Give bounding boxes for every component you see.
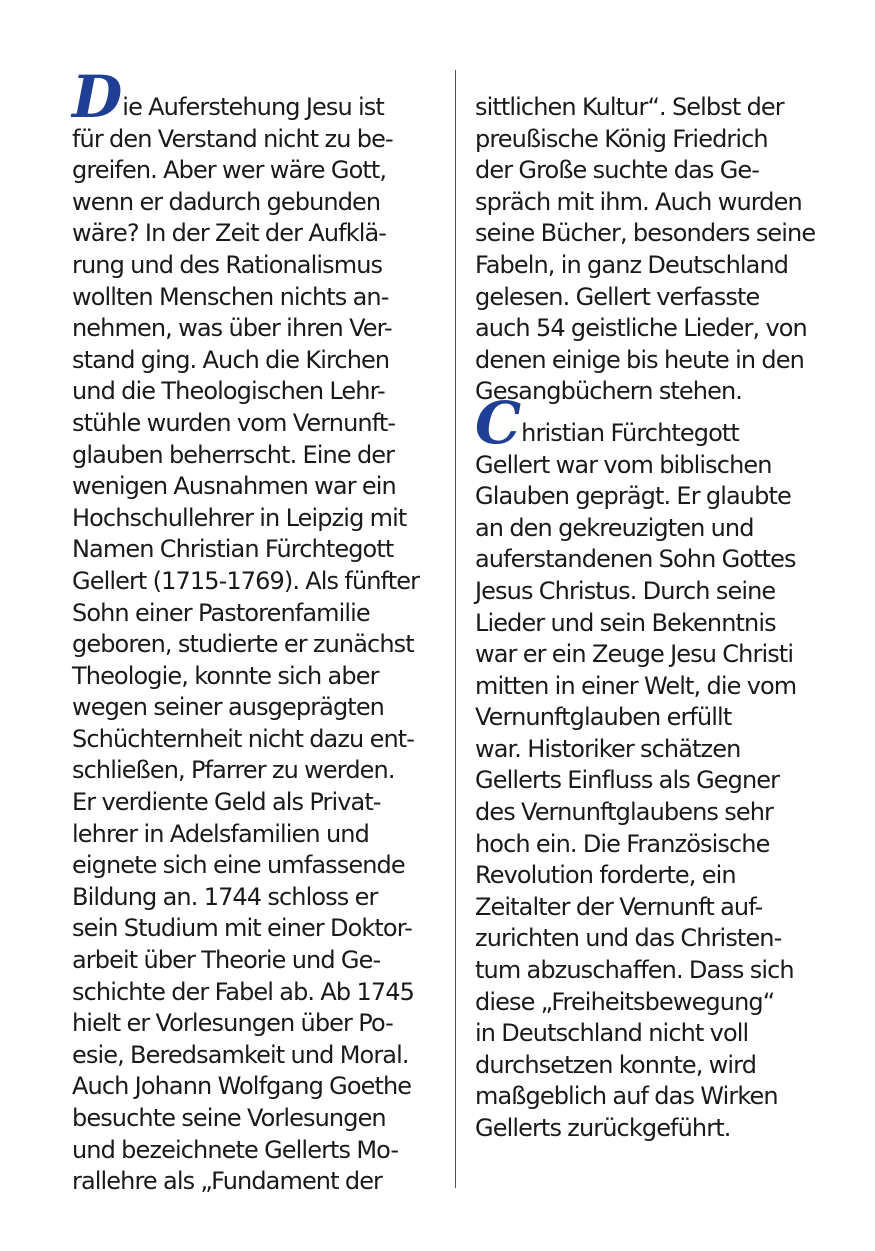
text-line [72, 1103, 444, 1135]
text-line [475, 671, 847, 703]
text-line [475, 481, 847, 513]
line-text: stühle wurden vom Vernunft- [72, 408, 396, 437]
text-line [475, 892, 847, 924]
text-line [72, 882, 444, 914]
text-line [72, 155, 444, 187]
text-line [72, 503, 444, 535]
text-line [475, 218, 847, 250]
text-line [72, 1135, 444, 1167]
line-text: an den gekreuzigten und [475, 513, 754, 542]
line-text: war er ein Zeuge Jesu Christi [475, 640, 794, 669]
line-text: wegen seiner ausgeprägten [72, 693, 384, 722]
line-text: greifen. Aber wer wäre Gott, [72, 156, 387, 185]
line-text: hristian Fürchtegott [521, 418, 739, 447]
text-line [72, 724, 444, 756]
text-line [475, 923, 847, 955]
line-text: besuchte seine Vorlesungen [72, 1104, 386, 1132]
text-line [475, 1081, 847, 1113]
line-text: Jesus Christus. Durch seine [475, 576, 776, 605]
text-line [475, 92, 847, 124]
text-line [475, 155, 847, 187]
text-line [475, 1113, 847, 1145]
text-line [72, 787, 444, 819]
drop-cap-initial: C [475, 388, 522, 457]
line-text: Schüchternheit nicht dazu ent- [72, 724, 415, 753]
line-text: rallehre als „Fundament der [72, 1167, 383, 1196]
text-line [475, 450, 847, 482]
text-line [72, 913, 444, 945]
line-text: glauben beherrscht. Eine der [72, 440, 395, 469]
line-text: Sohn einer Pastorenfamilie [72, 598, 370, 627]
text-line [72, 63, 444, 131]
line-text: Gellerts Einfluss als Gegner [475, 766, 780, 795]
line-text: mitten in einer Welt, die vom [475, 671, 797, 700]
text-line [475, 313, 847, 345]
text-line [475, 1018, 847, 1050]
text-line [475, 797, 847, 829]
line-text: preußische König Friedrich [475, 124, 768, 153]
text-line [475, 734, 847, 766]
text-line [475, 345, 847, 377]
text-line [72, 598, 444, 630]
line-text: stand ging. Auch die Kirchen [72, 345, 390, 374]
text-line [72, 1008, 444, 1040]
line-text: Hochschullehrer in Leipzig mit [72, 503, 407, 532]
line-text: Glauben geprägt. Er glaubte [475, 482, 791, 511]
drop-cap-initial: D [72, 63, 123, 131]
text-line [475, 513, 847, 545]
line-text: Bildung an. 1744 schloss er [72, 882, 378, 911]
text-line [72, 566, 444, 598]
text-line [475, 187, 847, 219]
line-text: Gellert war vom biblischen [475, 450, 772, 479]
line-text: schichte der Fabel ab. Ab 1745 [72, 977, 414, 1006]
text-line [475, 576, 847, 608]
line-text: war. Historiker schätzen [475, 734, 741, 763]
line-text: wenigen Ausnahmen war ein [72, 472, 396, 501]
line-text: zurichten und das Christen- [475, 924, 782, 953]
line-text: eignete sich eine umfassende [72, 851, 405, 880]
text-line [72, 692, 444, 724]
line-text: spräch mit ihm. Auch wurden [475, 187, 802, 216]
text-line [72, 471, 444, 503]
text-line [475, 282, 847, 314]
text-line [72, 313, 444, 345]
right-column [475, 92, 847, 1145]
text-line [72, 282, 444, 314]
line-text: Er verdiente Geld als Privat- [72, 788, 381, 817]
text-line [72, 850, 444, 882]
line-text: des Vernunftglaubens sehr [475, 798, 773, 827]
line-text: für den Verstand nicht zu be- [72, 124, 393, 153]
line-text: maßgeblich auf das Wirken [475, 1082, 778, 1111]
text-line [475, 1050, 847, 1082]
text-line [475, 639, 847, 671]
line-text: der Große suchte das Ge- [475, 156, 760, 185]
line-text: nehmen, was über ihren Ver- [72, 314, 392, 343]
text-line [475, 702, 847, 734]
text-line [72, 819, 444, 851]
text-line [72, 408, 444, 440]
line-text: tum abzuschaffen. Dass sich [475, 956, 794, 985]
line-text: wollten Menschen nichts an- [72, 282, 389, 311]
text-line [72, 945, 444, 977]
text-line [72, 345, 444, 377]
text-line [475, 860, 847, 892]
line-text: ie Auferstehung Jesu ist [122, 93, 384, 121]
text-line [72, 755, 444, 787]
line-text: rung und des Rationalismus [72, 250, 383, 279]
line-text: sein Studium mit einer Doktor- [72, 914, 412, 943]
text-line [72, 534, 444, 566]
text-line [475, 987, 847, 1019]
text-line [72, 124, 444, 156]
text-line [72, 629, 444, 661]
text-line [475, 124, 847, 156]
left-column [72, 63, 444, 1198]
line-text: lehrer in Adelsfamilien und [72, 819, 369, 848]
line-text: wenn er dadurch gebunden [72, 187, 381, 216]
text-line [475, 955, 847, 987]
line-text: Gellerts zurückgeführt. [475, 1114, 731, 1142]
text-line [475, 544, 847, 576]
text-line [72, 250, 444, 282]
line-text: diese „Freiheitsbewegung“ [475, 987, 775, 1016]
text-line [475, 829, 847, 861]
text-line [475, 250, 847, 282]
text-line [72, 661, 444, 693]
line-text: Theologie, konnte sich aber [72, 661, 379, 690]
text-line [72, 218, 444, 250]
line-text: und die Theologischen Lehr- [72, 377, 385, 406]
text-line [475, 608, 847, 640]
line-text: auferstandenen Sohn Gottes [475, 545, 796, 574]
line-text: und bezeichnete Gellerts Mo- [72, 1135, 399, 1164]
line-text: Vernunftglauben erfüllt [475, 703, 732, 732]
text-line [72, 440, 444, 472]
line-text: gelesen. Gellert verfasste [475, 282, 760, 311]
text-line [72, 1166, 444, 1198]
text-line [475, 376, 847, 408]
text-line [72, 187, 444, 219]
text-line [475, 765, 847, 797]
line-text: sittlichen Kultur“. Selbst der [475, 93, 784, 121]
line-text: wäre? In der Zeit der Aufklä- [72, 219, 387, 248]
line-text: Fabeln, in ganz Deutschland [475, 250, 789, 279]
line-text: geboren, studierte er zunächst [72, 630, 414, 659]
text-line [72, 977, 444, 1009]
line-text: Lieder und sein Bekenntnis [475, 608, 776, 637]
line-text: Gellert (1715-1769). Als fünfter [72, 566, 420, 595]
text-line [72, 1040, 444, 1072]
line-text: Gesangbüchern stehen. [475, 377, 743, 406]
column-divider [455, 70, 456, 1188]
line-text: arbeit über Theorie und Ge- [72, 946, 381, 975]
line-text: seine Bücher, besonders seine [475, 219, 816, 248]
line-text: hielt er Vorlesungen über Po- [72, 1009, 393, 1038]
line-text: Zeitalter der Vernunft auf- [475, 892, 763, 921]
line-text: esie, Beredsamkeit und Moral. [72, 1040, 409, 1069]
text-line [72, 1071, 444, 1103]
line-text: denen einige bis heute in den [475, 345, 804, 374]
line-text: Auch Johann Wolfgang Goethe [72, 1072, 412, 1101]
line-text: in Deutschland nicht voll [475, 1019, 749, 1048]
line-text: Namen Christian Fürchtegott [72, 535, 394, 564]
line-text: schließen, Pfarrer zu werden. [72, 756, 395, 785]
line-text: hoch ein. Die Französische [475, 829, 770, 858]
line-text: auch 54 geistliche Lieder, von [475, 314, 807, 343]
line-text: durchsetzen konnte, wird [475, 1050, 757, 1079]
line-text: Revolution forderte, ein [475, 861, 736, 890]
text-line [72, 376, 444, 408]
